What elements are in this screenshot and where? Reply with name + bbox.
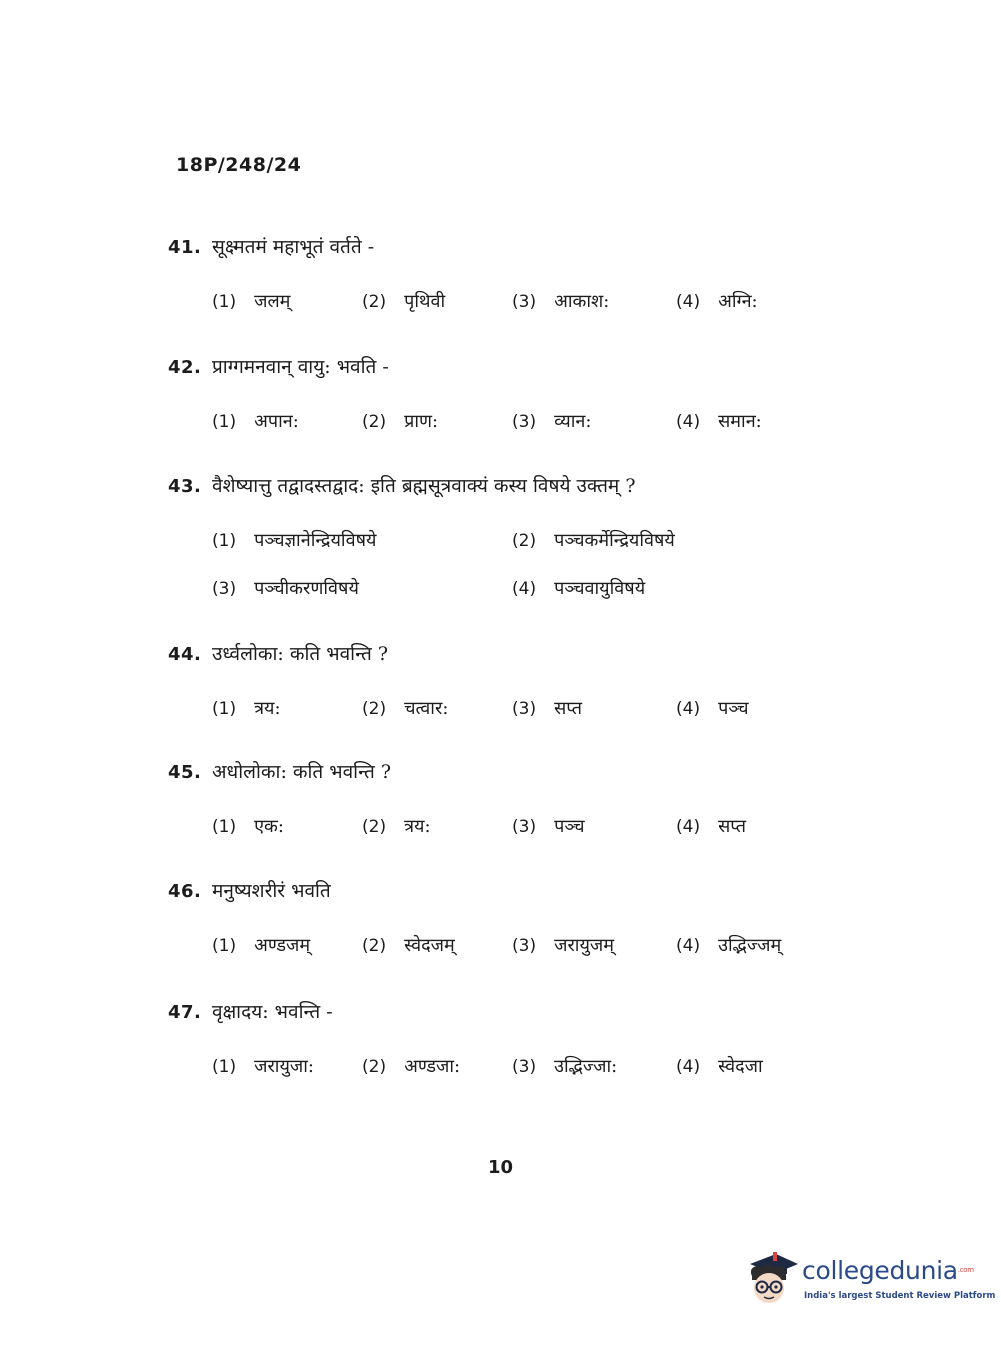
question-text: उर्ध्वलोका: कति भवन्ति ?	[212, 643, 389, 665]
option-1: (1) जरायुजा:	[212, 1056, 314, 1077]
question-text: सूक्ष्मतमं महाभूतं वर्तते -	[212, 236, 375, 258]
question-text: प्राग्गमनवान् वायु: भवति -	[212, 356, 389, 378]
question-44	[168, 640, 888, 726]
question-number: 47.	[168, 1002, 202, 1023]
option-4: (4) समान:	[676, 411, 762, 432]
mascot-icon	[742, 1250, 800, 1308]
question-46	[168, 877, 888, 963]
question-text: मनुष्यशरीरं भवति	[212, 880, 331, 902]
option-4: (4) सप्त	[676, 816, 747, 837]
logo-wordmark: collegedunia$^{.com}$	[802, 1256, 974, 1285]
option-1: (1) पञ्चज्ञानेन्द्रियविषये	[212, 530, 377, 551]
question-number: 45.	[168, 762, 202, 783]
question-number: 44.	[168, 644, 202, 665]
option-2: (2) चत्वार:	[362, 698, 449, 719]
option-2: (2) पृथिवी	[362, 291, 446, 312]
options-row	[168, 696, 888, 726]
options-row	[168, 409, 888, 439]
option-3: (3) उद्भिज्जा:	[512, 1056, 618, 1077]
option-1: (1) अपान:	[212, 411, 299, 432]
question-45	[168, 758, 888, 844]
option-1: (1) त्रय:	[212, 698, 281, 719]
options-row	[168, 1054, 888, 1084]
option-2: (2) पञ्चकर्मेन्द्रियविषये	[512, 530, 675, 551]
option-2: (2) स्वेदजम्	[362, 935, 455, 956]
option-2: (2) अण्डजा:	[362, 1056, 461, 1077]
collegedunia-logo	[742, 1250, 996, 1310]
option-2: (2) प्राण:	[362, 411, 439, 432]
options-row	[168, 289, 888, 319]
option-3: (3) आकाश:	[512, 291, 610, 312]
question-text: अधोलोका: कति भवन्ति ?	[212, 761, 392, 783]
option-3: (3) व्यान:	[512, 411, 592, 432]
question-43	[168, 472, 888, 606]
question-41	[168, 233, 888, 319]
question-number: 42.	[168, 357, 202, 378]
option-3: (3) सप्त	[512, 698, 583, 719]
question-text: वृक्षादय: भवन्ति -	[212, 1001, 333, 1023]
option-1: (1) एक:	[212, 816, 284, 837]
options-row	[168, 933, 888, 963]
question-42	[168, 353, 888, 439]
option-4: (4) अग्नि:	[676, 291, 758, 312]
options-row	[168, 814, 888, 844]
option-2: (2) त्रय:	[362, 816, 431, 837]
question-number: 43.	[168, 476, 202, 497]
question-code: 18P/248/24	[176, 154, 302, 176]
option-4: (4) उद्भिज्जम्	[676, 935, 782, 956]
option-1: (1) जलम्	[212, 291, 291, 312]
logo-tagline: India's largest Student Review Platform	[804, 1291, 996, 1301]
option-4: (4) पञ्चवायुविषये	[512, 578, 646, 599]
options-grid	[168, 528, 888, 606]
question-text: वैशेष्यात्तु तद्वादस्तद्वाद: इति ब्रह्मसूत्रवाक्यं कस्य विषये उक्तम् ?	[212, 475, 636, 497]
option-4: (4) स्वेदजा	[676, 1056, 763, 1077]
question-number: 46.	[168, 881, 202, 902]
option-3: (3) पञ्च	[512, 816, 585, 837]
option-1: (1) अण्डजम्	[212, 935, 311, 956]
page-number: 10	[487, 1157, 514, 1178]
question-number: 41.	[168, 237, 202, 258]
question-47	[168, 998, 888, 1084]
option-3: (3) जरायुजम्	[512, 935, 615, 956]
option-4: (4) पञ्च	[676, 698, 749, 719]
option-3: (3) पञ्चीकरणविषये	[212, 578, 359, 599]
